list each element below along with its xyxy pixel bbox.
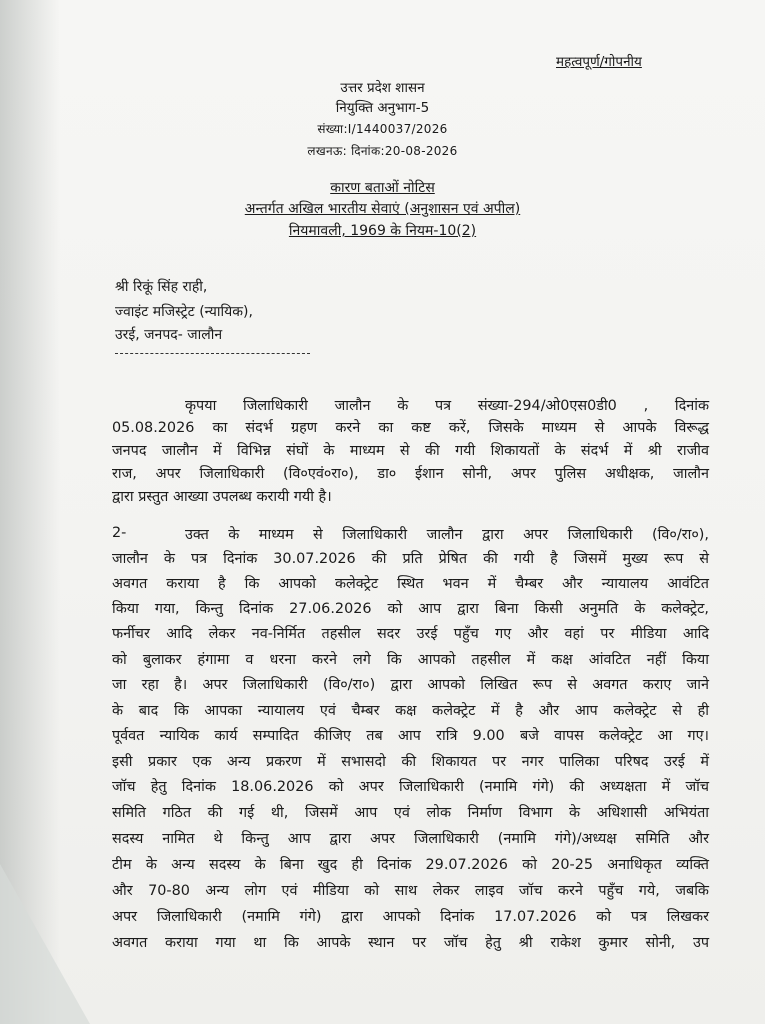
para2-line: उक्त के माध्यम से जिलाधिकारी जालौन द्वारा अपर जिलाधिकारी (वि०/रा०),	[185, 527, 709, 543]
notice-subtitle-2: नियमावली, 1969 के नियम-10(2)	[288, 223, 477, 239]
para2-line: किया गया, किन्तु दिनांक 27.06.2026 को आप द्वारा बिना किसी अनुमति के कलेक्ट्रेट,	[112, 601, 709, 617]
para2-line: टीम के अन्य सदस्य के बिना खुद ही दिनांक 29.07.2026 को 20-25 अनाधिकृत व्यक्ति	[112, 857, 709, 873]
para2-line: जालौन के पत्र दिनांक 30.07.2026 की प्रति प्रेषित की गयी है जिसमें मुख्य रूप से	[112, 551, 709, 567]
para1-line: राज, अपर जिलाधिकारी (वि०एवं०रा०), डा० ईशान सोनी, अपर पुलिस अधीक्षक, जालौन	[112, 466, 709, 482]
para2-line: जॉच हेतु दिनांक 18.06.2026 को अपर जिलाधिकारी (नमामि गंगे) की अध्यक्षता में जॉच	[112, 779, 709, 795]
place-date: लखनऊ: दिनांक:20-08-2026	[307, 144, 458, 158]
para2-line: अवगत कराया है कि आपको कलेक्ट्रेट स्थित भवन में चैम्बर और न्यायालय आवंटित	[112, 576, 709, 592]
para2-line: सदस्य नामित थे किन्तु आप द्वारा अपर जिलाधिकारी (नमामि गंगे)/अध्यक्ष समिति और	[112, 831, 709, 847]
para2-line: जा रहा है। अपर जिलाधिकारी (वि०/रा०) द्वारा आपको लिखित रूप से अवगत कराए जाने	[112, 677, 709, 693]
para1-line: कृपया जिलाधिकारी जालौन के पत्र संख्या-294/ओ0एस0डी0 , दिनांक	[185, 398, 709, 414]
letter-number: संख्या:I/1440037/2026	[317, 122, 448, 136]
para2-line: अपर जिलाधिकारी (नमामि गंगे) द्वारा आपको दिनांक 17.07.2026 को पत्र लिखकर	[112, 909, 709, 925]
classification-mark: महत्वपूर्ण/गोपनीय	[556, 54, 642, 70]
notice-title: कारण बताओं नोटिस	[330, 180, 435, 196]
address-divider	[115, 353, 310, 354]
section-name: नियुक्ति अनुभाग-5	[335, 100, 430, 116]
notice-subtitle-1: अन्तर्गत अखिल भारतीय सेवाएं (अनुशासन एवं अपील)	[244, 201, 521, 217]
addressee-name: श्री रिकूं सिंह राही,	[115, 279, 208, 295]
para1-line: द्वारा प्रस्तुत आख्या उपलब्ध करायी गयी है।	[112, 489, 332, 505]
para2-line: और 70-80 अन्य लोग एवं मीडिया को साथ लेकर लाइव जॉच करने पहुँच गये, जबकि	[112, 883, 709, 899]
para2-line: को बुलाकर हंगामा व धरना करने लगे कि आपको तहसील में कक्ष आंवटित नहीं किया	[112, 652, 709, 668]
addressee-designation: ज्वाइंट मजिस्ट्रेट (न्यायिक),	[115, 304, 253, 320]
addressee-location: उरई, जनपद- जालौन	[115, 327, 223, 343]
para1-line: जनपद जालौन में विभिन्न संघों के माध्यम से की गयी शिकायतों के संदर्भ में श्री राजीव	[112, 443, 709, 459]
para2-line: इसी प्रकार एक अन्य प्रकरण में सभासदो की शिकायत पर नगर पालिका परिषद उरई में	[112, 754, 709, 770]
page-corner-fold	[0, 864, 90, 1024]
para2-line: के बाद कि आपका न्यायालय एवं चैम्बर कक्ष कलेक्ट्रेट में है और आप कलेक्ट्रेट से ही	[112, 703, 709, 719]
para2-line: पूर्ववत न्यायिक कार्य सम्पादित कीजिए तब आप रात्रि 9.00 बजे वापस कलेक्ट्रेट आ गए।	[112, 728, 709, 744]
para1-line: 05.08.2026 का संदर्भ ग्रहण करने का कष्ट करें, जिसके माध्यम से आपके विरूद्ध	[112, 420, 709, 436]
para2-line: अवगत कराया गया था कि आपके स्थान पर जॉच हेतु श्री राकेश कुमार सोनी, उप	[112, 935, 709, 951]
para2-line: समिति गठित की गई थी, जिसमें आप एवं लोक निर्माण विभाग के अधिशासी अभियंता	[112, 805, 709, 821]
government-name: उत्तर प्रदेश शासन	[340, 80, 425, 96]
para2-line: फर्नीचर आदि लेकर नव-निर्मित तहसील सदर उरई पहुँच गए और वहां पर मीडिया आदि	[112, 626, 709, 642]
para2-number: 2-	[112, 525, 127, 541]
